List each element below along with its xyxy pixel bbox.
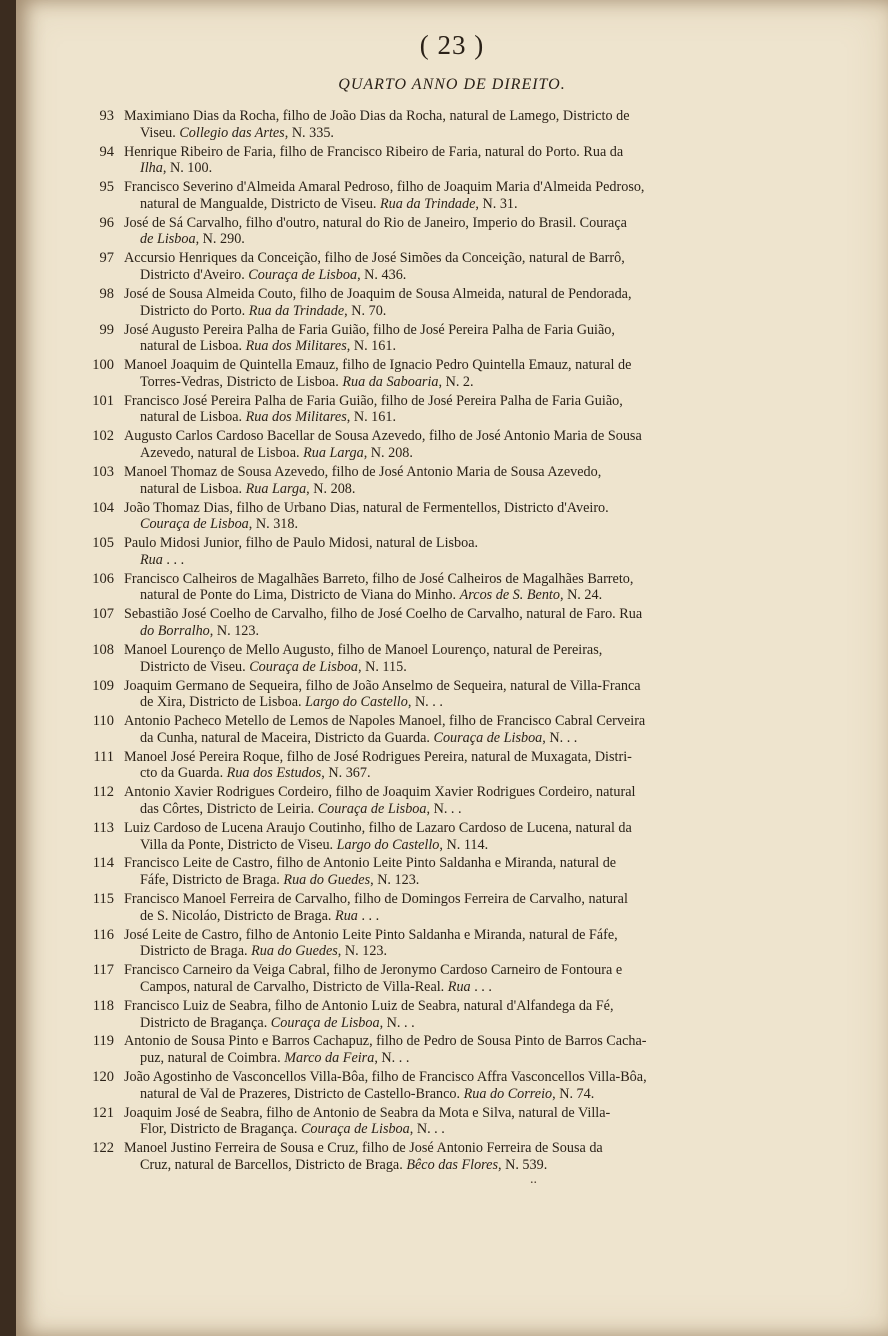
entry-line-1: Manoel Justino Ferreira de Sousa e Cruz, filho de José Antonio Ferreira de Sousa da [124, 1140, 603, 1157]
entry-house-number: , N. 70. [344, 302, 387, 319]
entry-number: 94 [99, 143, 114, 160]
entry-number: 105 [92, 535, 114, 552]
entry-address: Couraça de Lisboa [140, 516, 249, 533]
entry-number: 107 [92, 606, 114, 623]
entry-continuation [124, 374, 774, 391]
student-entry [74, 179, 774, 212]
entry-continuation [124, 979, 774, 996]
entry-line-1: Francisco Calheiros de Magalhães Barreto, filho de José Calheiros de Magalhães Barreto, [124, 570, 634, 587]
entry-continuation [124, 516, 774, 533]
entry-number: 122 [92, 1140, 114, 1157]
entry-address: Rua Larga [245, 480, 307, 497]
entry-address: Rua do Correio [463, 1085, 553, 1102]
entry-number: 111 [93, 748, 114, 765]
entry-line-2: cto da Guarda. [140, 765, 224, 782]
entry-continuation [124, 552, 774, 569]
entry-continuation [124, 481, 774, 498]
entry-house-number: , N. 100. [162, 160, 213, 177]
entry-house-number: , N. 161. [346, 338, 397, 355]
entry-house-number: , N. 436. [357, 267, 407, 284]
entry-address: Marco da Feira [284, 1050, 375, 1067]
student-entry [74, 144, 774, 177]
entry-line-1: Francisco Luiz de Seabra, filho de Antonio Luiz de Seabra, natural d'Alfandega da Fé, [124, 997, 614, 1014]
entry-address: Arcos de S. Bento [459, 587, 560, 604]
entry-line-2: natural de Ponte do Lima, Districto de Viana do Minho. [140, 587, 457, 604]
entry-continuation [124, 659, 774, 676]
entry-house-number: , N. 114. [439, 836, 489, 853]
entry-continuation [124, 231, 774, 248]
entry-address: Couraça de Lisboa [300, 1121, 410, 1138]
entry-line-2: Cruz, natural de Barcellos, Districto de Braga. [140, 1156, 403, 1173]
entry-house-number: , N. . . [407, 694, 443, 711]
entry-continuation [124, 694, 774, 711]
student-entry [74, 642, 774, 675]
entry-line-1: Joaquim José de Seabra, filho de Antonio de Seabra da Mota e Silva, natural de Villa- [124, 1104, 611, 1121]
entry-line-2: natural de Lisboa. [140, 480, 243, 497]
entry-address: Rua da Trindade [380, 195, 476, 212]
entry-line-1: Augusto Carlos Cardoso Bacellar de Sousa Azevedo, filho de José Antonio Maria de Sousa [124, 428, 642, 445]
student-entry [74, 749, 774, 782]
entry-number: 106 [92, 570, 114, 587]
student-entry [74, 713, 774, 746]
entry-house-number: , N. . . [426, 800, 462, 817]
entry-number: 99 [99, 321, 114, 338]
entry-house-number: , N. . . [374, 1050, 410, 1067]
entry-address: Collegio das Artes [179, 124, 285, 141]
entry-line-2: das Côrtes, Districto de Leiria. [140, 800, 315, 817]
entry-continuation [124, 943, 774, 960]
entry-number: 117 [92, 962, 114, 979]
entry-number: 120 [92, 1069, 114, 1086]
entry-line-2: Districto d'Aveiro. [140, 267, 245, 284]
entry-line-2: natural de Val de Prazeres, Districto de Castello-Branco. [140, 1085, 461, 1102]
entry-address: Rua dos Militares [245, 409, 347, 426]
entry-house-number: , N. 208. [363, 445, 413, 462]
entry-continuation [124, 1050, 774, 1067]
entry-line-2: natural de Lisboa. [140, 409, 243, 426]
section-title: QUARTO ANNO DE DIREITO. [338, 76, 566, 93]
entry-line-2: de Xira, Districto de Lisboa. [140, 694, 302, 711]
entry-line-1: Manoel Lourenço de Mello Augusto, filho de Manoel Lourenço, natural de Pereiras, [124, 641, 603, 658]
entry-line-2: Torres-Vedras, Districto de Lisboa. [140, 373, 339, 390]
student-entry [74, 250, 774, 283]
entry-number: 118 [92, 997, 114, 1014]
student-entry [74, 962, 774, 995]
student-entry [74, 108, 774, 141]
student-entry [74, 215, 774, 248]
entry-continuation [124, 1121, 774, 1138]
entry-number: 109 [92, 677, 114, 694]
entry-line-1: José Augusto Pereira Palha de Faria Guião, filho de José Pereira Palha de Faria Guião, [124, 321, 615, 338]
student-entry [74, 393, 774, 426]
entry-house-number: , N. . . [542, 729, 578, 746]
entry-house-number: , N. 290. [195, 231, 245, 248]
entry-line-1: Manoel Thomaz de Sousa Azevedo, filho de José Antonio Maria de Sousa Azevedo, [124, 463, 602, 480]
entry-number: 98 [99, 285, 114, 302]
student-entry [74, 855, 774, 888]
entry-house-number: , N. 123. [337, 943, 388, 960]
entry-address: Couraça de Lisboa [433, 729, 543, 746]
entry-line-2: Flor, Districto de Bragança. [140, 1121, 298, 1138]
entry-line-1: Paulo Midosi Junior, filho de Paulo Midosi, natural de Lisboa. [124, 535, 479, 552]
entry-line-1: Francisco Severino d'Almeida Amaral Pedroso, filho de Joaquim Maria d'Almeida Pedroso, [124, 179, 645, 196]
entry-line-2: Fáfe, Districto de Braga. [140, 872, 280, 889]
entry-house-number: , N. 123. [370, 872, 420, 889]
entry-number: 115 [92, 891, 114, 908]
entry-house-number: , N. 24. [559, 587, 603, 604]
entry-line-1: José Leite de Castro, filho de Antonio Leite Pinto Saldanha e Miranda, natural de Fáfe, [124, 926, 618, 943]
entry-continuation [124, 623, 774, 640]
entry-house-number: . . . [162, 551, 185, 568]
entry-line-2: Districto de Viseu. [140, 658, 246, 675]
page-number: ( 23 ) [419, 30, 485, 60]
footer-mark: .. [530, 1172, 537, 1187]
entry-address: Rua dos Militares [245, 338, 347, 355]
entry-house-number: , N. . . [409, 1121, 445, 1138]
entry-number: 114 [92, 855, 114, 872]
entry-number: 101 [92, 392, 114, 409]
entry-number: 96 [99, 214, 114, 231]
student-entry [74, 1033, 774, 1066]
entry-line-2: da Cunha, natural de Maceira, Districto da Guarda. [140, 729, 430, 746]
entry-line-2: natural de Lisboa. [140, 338, 243, 355]
entry-address: Bêco das Flores [406, 1156, 498, 1173]
entry-house-number: , N. 115. [358, 658, 407, 675]
entry-continuation [124, 267, 774, 284]
student-entry [74, 606, 774, 639]
entry-address: Rua dos Estudos [226, 765, 322, 782]
entry-continuation [124, 837, 774, 854]
entry-continuation [124, 196, 774, 213]
entry-house-number: , N. 2. [438, 373, 474, 390]
entry-address: de Lisboa [140, 231, 196, 248]
student-entry [74, 784, 774, 817]
entry-line-1: Francisco José Pereira Palha de Faria Guião, filho de José Pereira Palha de Faria Guião, [124, 392, 623, 409]
entry-number: 108 [92, 641, 114, 658]
entry-number: 104 [92, 499, 114, 516]
student-entry [74, 1105, 774, 1138]
entry-continuation [124, 908, 774, 925]
entry-house-number: , N. 208. [306, 480, 356, 497]
entry-number: 95 [99, 179, 114, 196]
entry-address: Couraça de Lisboa [270, 1014, 380, 1031]
entry-address: Ilha [140, 160, 163, 177]
entry-continuation [124, 801, 774, 818]
entry-line-1: José de Sá Carvalho, filho d'outro, natural do Rio de Janeiro, Imperio do Brasil. Couraça [124, 214, 627, 231]
entry-continuation [124, 125, 774, 142]
student-entry [74, 927, 774, 960]
entry-house-number: . . . [470, 978, 492, 995]
student-entry [74, 1069, 774, 1102]
entry-number: 103 [92, 463, 114, 480]
entry-house-number: , N. 74. [552, 1085, 595, 1102]
entry-number: 93 [99, 108, 114, 124]
entry-line-2: Villa da Ponte, Districto de Viseu. [140, 836, 334, 853]
entry-house-number: , N. 31. [475, 195, 518, 212]
entry-line-1: Joaquim Germano de Sequeira, filho de João Anselmo de Sequeira, natural de Villa-Franca [124, 677, 641, 694]
entry-address: Largo do Castello [305, 694, 408, 711]
entry-line-1: Manoel Joaquim de Quintella Emauz, filho de Ignacio Pedro Quintella Emauz, natural de [124, 357, 632, 374]
book-page [16, 0, 888, 1336]
entry-line-1: Francisco Leite de Castro, filho de Antonio Leite Pinto Saldanha e Miranda, natural de [124, 855, 617, 872]
entry-number: 116 [92, 926, 114, 943]
entry-address: Rua [335, 907, 358, 924]
entry-number: 100 [92, 357, 114, 374]
student-entry [74, 820, 774, 853]
entry-house-number: , N. 539. [498, 1156, 548, 1173]
entry-line-2: Districto do Porto. [140, 302, 246, 319]
entry-address: Rua [140, 551, 163, 568]
student-entry [74, 535, 774, 568]
entry-number: 97 [99, 250, 114, 267]
entry-line-1: Antonio Xavier Rodrigues Cordeiro, filho de Joaquim Xavier Rodrigues Cordeiro, natural [124, 784, 636, 801]
entry-continuation [124, 303, 774, 320]
student-entry [74, 286, 774, 319]
entry-continuation [124, 409, 774, 426]
entry-house-number: . . . [357, 907, 380, 924]
entry-continuation [124, 1015, 774, 1032]
entry-line-2: natural de Mangualde, Districto de Viseu. [140, 195, 377, 212]
entry-line-1: Antonio Pacheco Metello de Lemos de Napoles Manoel, filho de Francisco Cabral Cerveira [124, 713, 646, 730]
entry-line-2: Campos, natural de Carvalho, Districto de Villa-Real. [140, 978, 445, 995]
entry-address: Rua da Saboaria [342, 373, 439, 390]
entry-continuation [124, 1086, 774, 1103]
student-entry [74, 998, 774, 1031]
entry-continuation [124, 765, 774, 782]
entry-line-1: José de Sousa Almeida Couto, filho de Joaquim de Sousa Almeida, natural de Pendorada, [124, 285, 632, 302]
entry-line-1: Antonio de Sousa Pinto e Barros Cachapuz, filho de Pedro de Sousa Pinto de Barros Cacha- [124, 1033, 647, 1050]
entry-number: 119 [92, 1033, 114, 1050]
entry-line-2: de S. Nicoláo, Districto de Braga. [140, 907, 332, 924]
entry-house-number: , N. 367. [321, 765, 371, 782]
entry-number: 112 [92, 784, 114, 801]
entry-address: Rua da Trindade [248, 302, 345, 319]
entry-line-2: Azevedo, natural de Lisboa. [140, 445, 300, 462]
entry-address: Couraça de Lisboa [248, 267, 358, 284]
entry-continuation [124, 872, 774, 889]
entry-house-number: , N. 335. [284, 124, 334, 141]
student-entry [74, 322, 774, 355]
entry-line-1: Luiz Cardoso de Lucena Araujo Coutinho, filho de Lazaro Cardoso de Lucena, natural da [124, 819, 632, 836]
entry-line-1: Maximiano Dias da Rocha, filho de João Dias da Rocha, natural de Lamego, Districto de [124, 108, 630, 124]
entry-line-1: João Agostinho de Vasconcellos Villa-Bôa, filho de Francisco Affra Vasconcellos Villa-Bôa, [124, 1069, 647, 1086]
entry-address: do Borralho [140, 623, 210, 640]
entry-address: Rua [447, 978, 471, 995]
entry-continuation [124, 1157, 774, 1174]
entry-number: 102 [92, 428, 114, 445]
student-entry [74, 500, 774, 533]
student-entry [74, 1140, 774, 1173]
entry-continuation [124, 160, 774, 177]
student-entry [74, 428, 774, 461]
entry-number: 121 [92, 1104, 114, 1121]
entry-line-1: Sebastião José Coelho de Carvalho, filho de José Coelho de Carvalho, natural de Faro. Rua [124, 606, 643, 623]
entry-address: Rua Larga [303, 445, 364, 462]
entry-line-1: Henrique Ribeiro de Faria, filho de Francisco Ribeiro de Faria, natural do Porto. Rua da [124, 143, 624, 160]
student-entry [74, 571, 774, 604]
entry-line-1: Francisco Carneiro da Veiga Cabral, filho de Jeronymo Cardoso Carneiro de Fontoura e [124, 962, 623, 979]
entry-house-number: , N. . . [379, 1014, 415, 1031]
entry-line-2: Districto de Bragança. [140, 1014, 268, 1031]
entry-line-2: Districto de Braga. [140, 943, 248, 960]
student-list [74, 108, 774, 1176]
entry-address: Rua do Guedes [251, 943, 338, 960]
entry-address: Couraça de Lisboa [249, 658, 358, 675]
entry-continuation [124, 587, 774, 604]
entry-house-number: , N. 161. [346, 409, 397, 426]
entry-line-1: Francisco Manoel Ferreira de Carvalho, filho de Domingos Ferreira de Carvalho, natural [124, 891, 628, 908]
entry-number: 110 [92, 713, 114, 730]
student-entry [74, 891, 774, 924]
entry-line-2: Viseu. [140, 124, 176, 141]
entry-house-number: , N. 318. [248, 516, 299, 533]
entry-line-1: Manoel José Pereira Roque, filho de José Rodrigues Pereira, natural de Muxagata, Distri- [124, 748, 632, 765]
entry-continuation [124, 338, 774, 355]
entry-house-number: , N. 123. [209, 623, 260, 640]
entry-address: Rua do Guedes [283, 872, 371, 889]
entry-address: Couraça de Lisboa [317, 800, 427, 817]
entry-line-1: João Thomaz Dias, filho de Urbano Dias, natural de Fermentellos, Districto d'Aveiro. [124, 499, 609, 516]
entry-address: Largo do Castello [336, 836, 440, 853]
student-entry [74, 464, 774, 497]
entry-line-2: puz, natural de Coimbra. [140, 1050, 281, 1067]
entry-line-1: Accursio Henriques da Conceição, filho de José Simões da Conceição, natural de Barrô, [124, 250, 625, 267]
entry-number: 113 [92, 819, 114, 836]
entry-continuation [124, 730, 774, 747]
student-entry [74, 678, 774, 711]
entry-continuation [124, 445, 774, 462]
student-entry [74, 357, 774, 390]
